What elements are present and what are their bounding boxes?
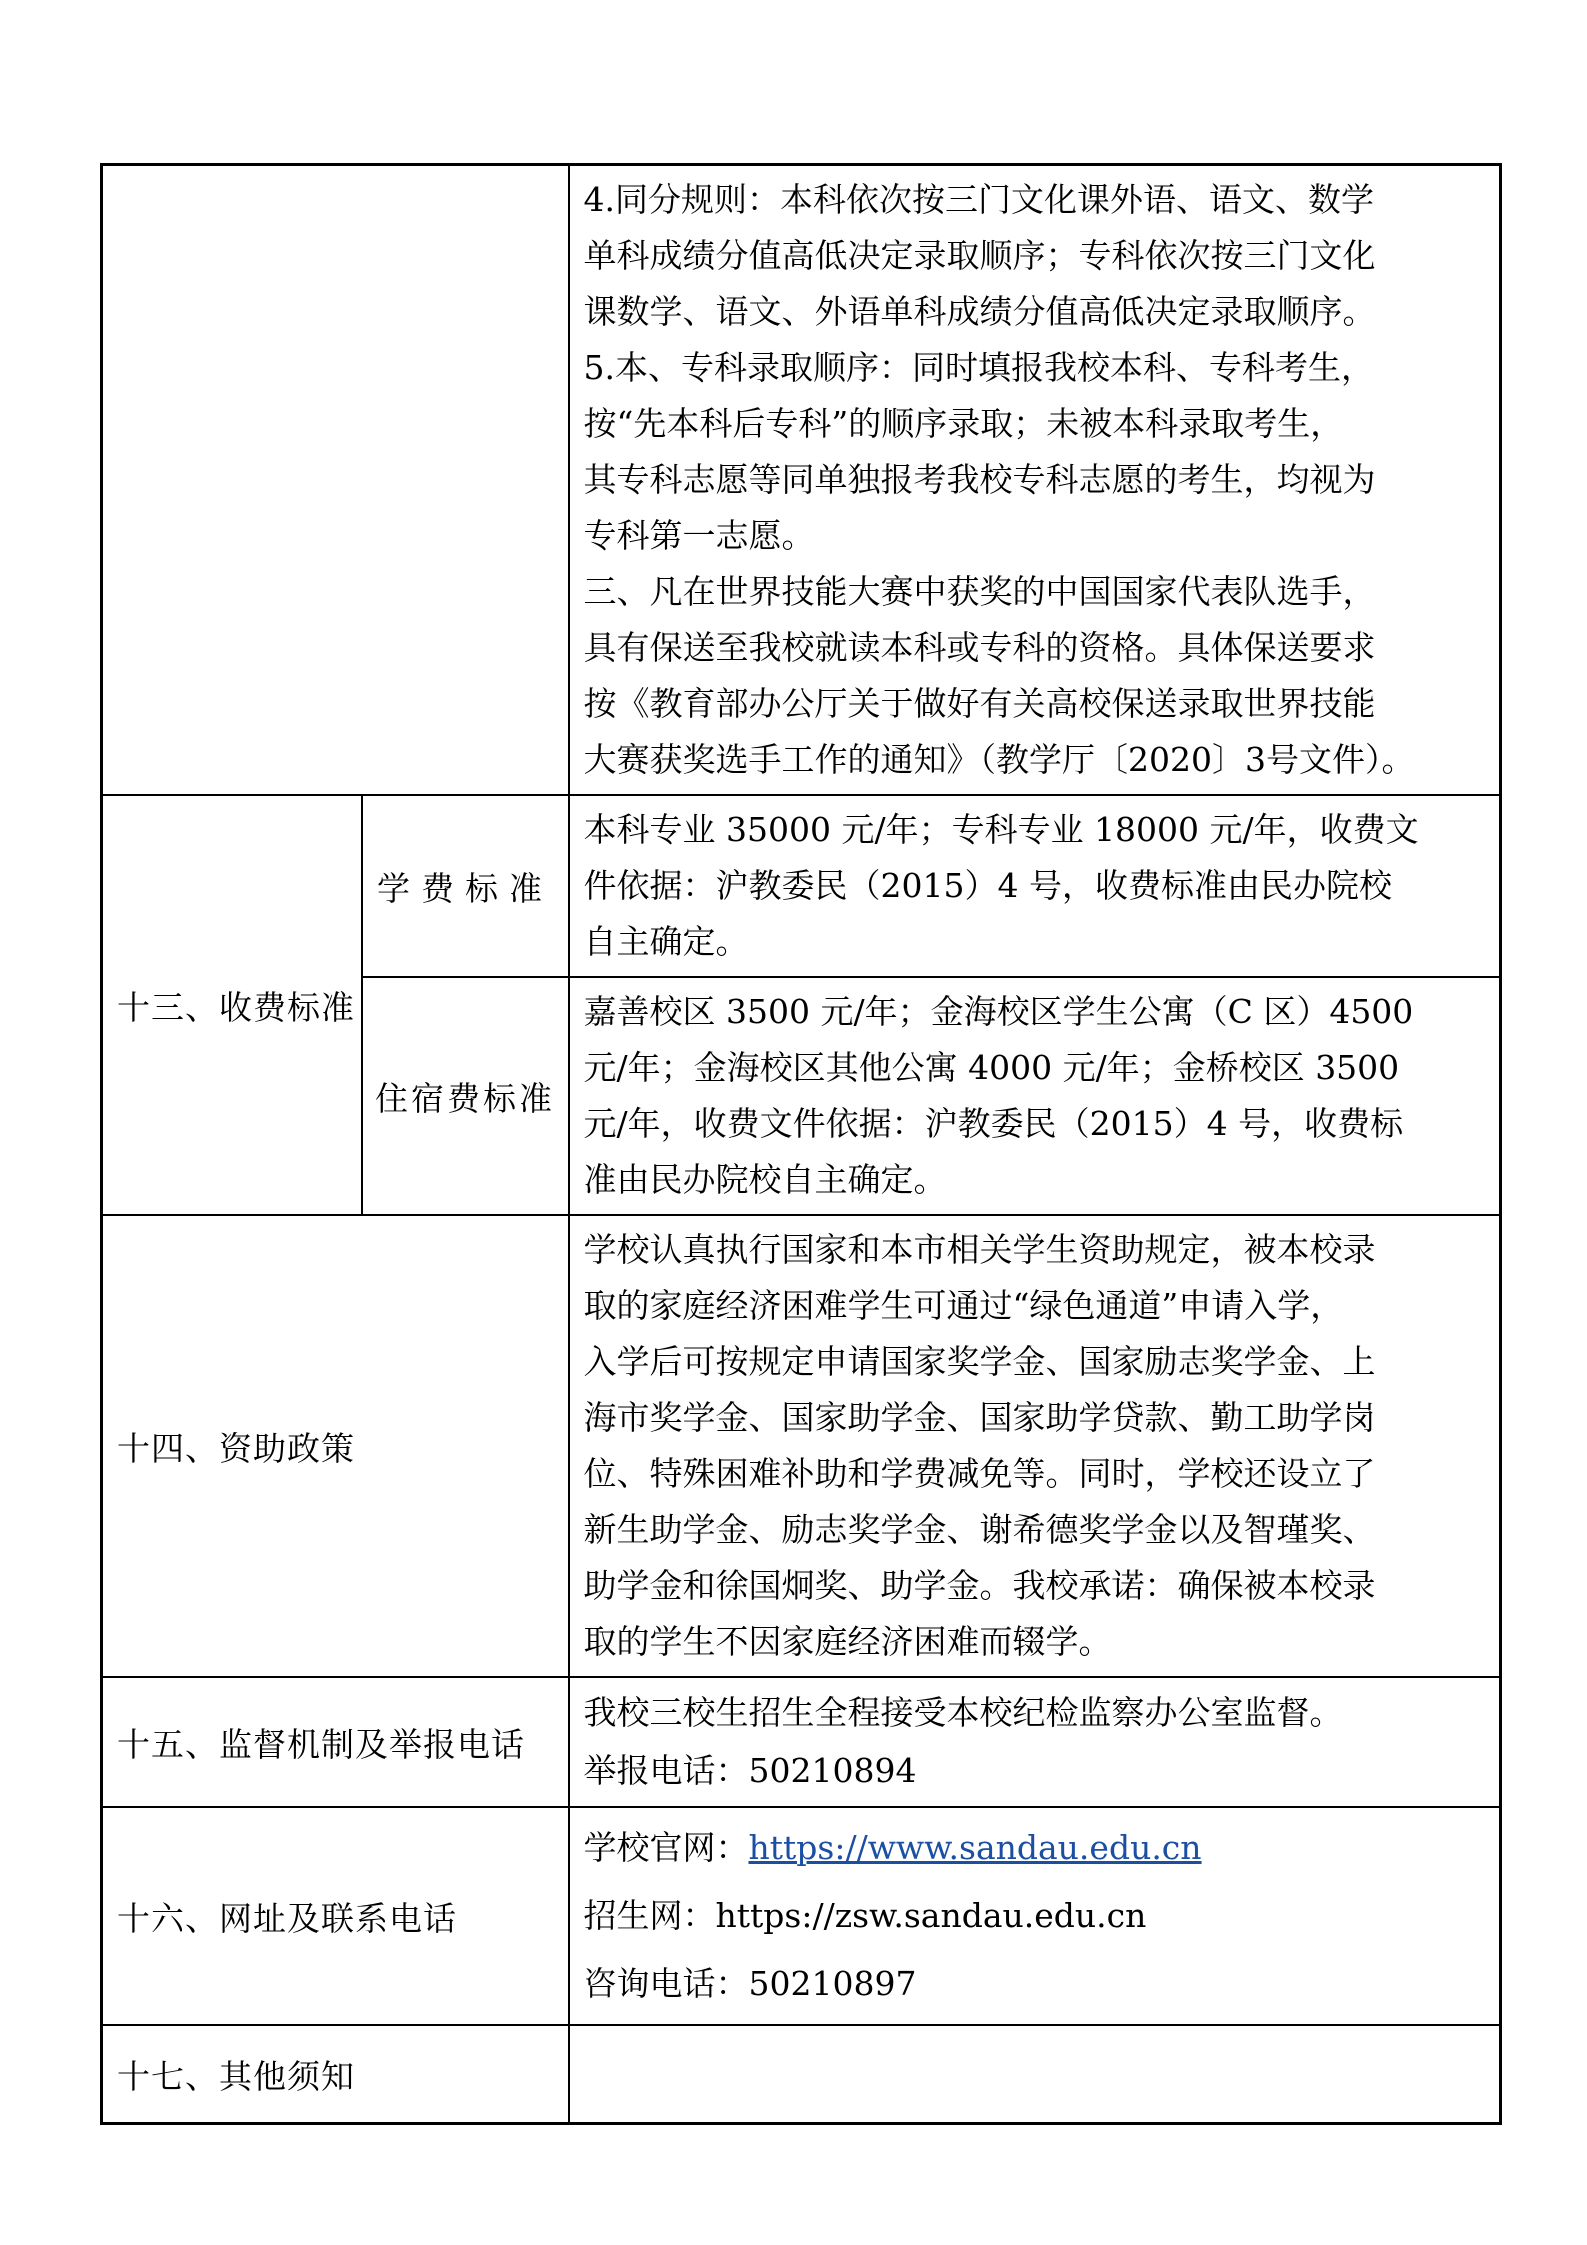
text-line: 我校三校生招生全程接受本校纪检监察办公室监督。 xyxy=(583,1693,1343,1732)
text-line: 准由民办院校自主确定。 xyxy=(583,1160,947,1199)
section17-label: 十七、其他须知 xyxy=(102,2025,569,2124)
section16-label: 十六、网址及联系电话 xyxy=(102,1807,569,2025)
text-line: 自主确定。 xyxy=(583,922,749,961)
text-line: 助学金和徐国炯奖、助学金。我校承诺：确保被本校录 xyxy=(583,1566,1376,1605)
admission-site-line: 招生网：https://zsw.sandau.edu.cn xyxy=(583,1896,1147,1935)
text-line: 专科第一志愿。 xyxy=(583,516,815,555)
tuition-label: 学费标准 xyxy=(362,795,569,977)
website-line xyxy=(584,1814,1488,1882)
text-line: 元/年，收费文件依据：沪教委民（2015）4 号，收费标 xyxy=(583,1104,1404,1143)
text-line: 本科专业 35000 元/年；专科专业 18000 元/年，收费文 xyxy=(583,810,1419,849)
text-line: 新生助学金、励志奖学金、谢希德奖学金以及智瑾奖、 xyxy=(583,1510,1376,1549)
text-line: 件依据：沪教委民（2015）4 号，收费标准由民办院校 xyxy=(583,866,1392,905)
text-line: 5.本、专科录取顺序：同时填报我校本科、专科考生， xyxy=(583,348,1374,387)
text-line: 取的家庭经济困难学生可通过“绿色通道”申请入学， xyxy=(583,1286,1344,1325)
text-line: 取的学生不因家庭经济困难而辍学。 xyxy=(583,1622,1112,1661)
section14-label: 十四、资助政策 xyxy=(102,1215,569,1677)
text-line: 课数学、语文、外语单科成绩分值高低决定录取顺序。 xyxy=(583,292,1376,331)
section16-content xyxy=(569,1807,1501,2025)
tuition-content xyxy=(569,795,1501,977)
text-line: 元/年；金海校区其他公寓 4000 元/年；金桥校区 3500 xyxy=(583,1048,1400,1087)
website-link[interactable]: https://www.sandau.edu.cn xyxy=(748,1828,1202,1867)
text-line: 按《教育部办公厅关于做好有关高校保送录取世界技能 xyxy=(583,684,1376,723)
section15-content xyxy=(569,1677,1501,1807)
section16-row xyxy=(102,1807,1501,2025)
phone-line: 咨询电话：50210897 xyxy=(583,1964,917,2003)
section12-content xyxy=(569,165,1501,796)
section12-row xyxy=(102,165,1501,796)
section13-tuition-row xyxy=(102,795,1501,977)
text-line: 入学后可按规定申请国家奖学金、国家励志奖学金、上 xyxy=(583,1342,1376,1381)
section15-label: 十五、监督机制及举报电话 xyxy=(102,1677,569,1807)
text-line: 举报电话：50210894 xyxy=(583,1751,917,1790)
housing-label: 住宿费标准 xyxy=(362,977,569,1215)
text-line: 其专科志愿等同单独报考我校专科志愿的考生，均视为 xyxy=(583,460,1376,499)
text-line: 海市奖学金、国家助学金、国家助学贷款、勤工助学岗 xyxy=(583,1398,1376,1437)
housing-content xyxy=(569,977,1501,1215)
section14-row xyxy=(102,1215,1501,1677)
text-line: 4.同分规则：本科依次按三门文化课外语、语文、数学 xyxy=(583,180,1374,219)
text-line: 具有保送至我校就读本科或专科的资格。具体保送要求 xyxy=(583,628,1376,667)
text-line: 大赛获奖选手工作的通知》（教学厅〔2020〕3号文件）。 xyxy=(583,740,1415,779)
section17-content xyxy=(569,2025,1501,2124)
text-line: 单科成绩分值高低决定录取顺序；专科依次按三门文化 xyxy=(583,236,1376,275)
section17-row xyxy=(102,2025,1501,2124)
text-line: 位、特殊困难补助和学费减免等。同时，学校还设立了 xyxy=(583,1454,1376,1493)
text-line: 三、凡在世界技能大赛中获奖的中国国家代表队选手， xyxy=(583,572,1376,611)
section14-content xyxy=(569,1215,1501,1677)
text-line: 学校认真执行国家和本市相关学生资助规定，被本校录 xyxy=(583,1230,1376,1269)
text-line: 嘉善校区 3500 元/年；金海校区学生公寓（C 区）4500 xyxy=(583,992,1414,1031)
website-prefix: 学校官网： xyxy=(583,1828,749,1867)
section12-label-cell xyxy=(102,165,569,796)
section15-row xyxy=(102,1677,1501,1807)
section13-label: 十三、收费标准 xyxy=(102,795,362,1215)
text-line: 按“先本科后专科”的顺序录取；未被本科录取考生， xyxy=(583,404,1344,443)
info-table xyxy=(100,163,1502,2125)
